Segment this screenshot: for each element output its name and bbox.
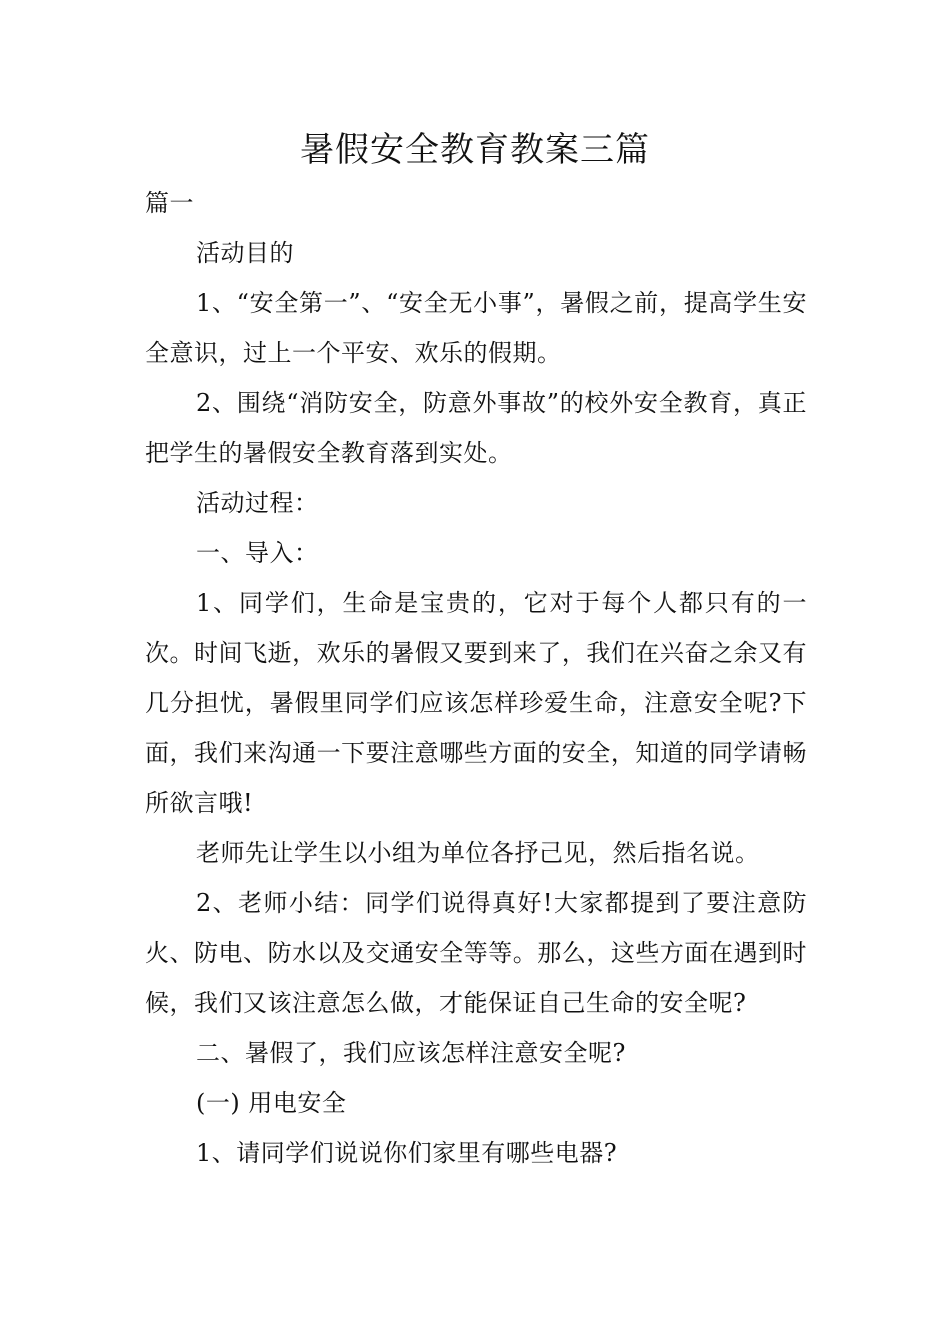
section-label: 篇一 <box>145 189 194 217</box>
paragraph: 1、请同学们说说你们家里有哪些电器? <box>196 1139 618 1167</box>
paragraph: 1、同学们，生命是宝贵的，它对于每个人都只有的一次。时间飞逝，欢乐的暑假又要到来了，我们在兴奋之余又有几分担忧，暑假里同学们应该怎样珍爱生命，注意安全呢?下面，我们来沟通一下要注意哪些方面的安全，知道的同学请畅所欲言哦! <box>145 589 807 817</box>
paragraph: 老师先让学生以小组为单位各抒己见，然后指名说。 <box>196 839 760 867</box>
paragraph: 1、“安全第一”、“安全无小事”，暑假之前，提高学生安全意识，过上一个平安、欢乐的假期。 <box>145 289 807 367</box>
paragraph: 二、暑假了，我们应该怎样注意安全呢? <box>196 1039 626 1067</box>
paragraph: 2、老师小结：同学们说得真好!大家都提到了要注意防火、防电、防水以及交通安全等等。那么，这些方面在遇到时候，我们又该注意怎么做，才能保证自己生命的安全呢? <box>145 889 807 1017</box>
document-title: 暑假安全教育教案三篇 <box>300 130 650 170</box>
paragraph: 活动目的 <box>196 239 294 267</box>
document-body <box>145 178 807 1178</box>
paragraph: 活动过程： <box>196 489 319 517</box>
paragraph: 2、围绕“消防安全，防意外事故”的校外安全教育，真正把学生的暑假安全教育落到实处。 <box>145 389 807 467</box>
paragraph: (一) 用电安全 <box>196 1089 347 1117</box>
paragraph: 一、导入： <box>196 539 319 567</box>
